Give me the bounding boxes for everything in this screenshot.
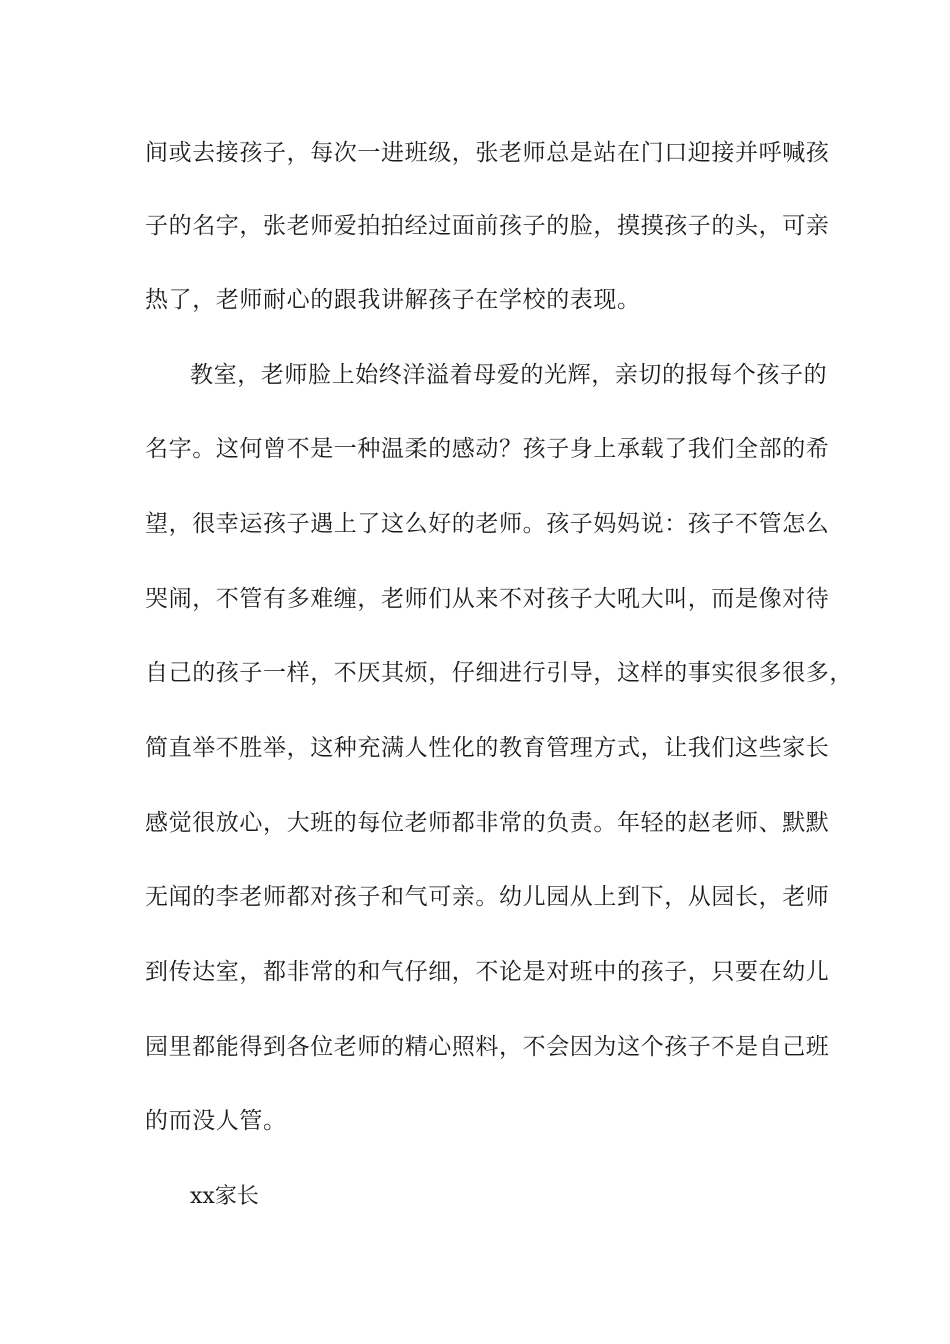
paragraph-2-line-1: 教室，老师脸上始终洋溢着母爱的光辉，亲切的报每个孩子的: [190, 362, 828, 388]
paragraph-2-line-7: 感觉很放心，大班的每位老师都非常的负责。年轻的赵老师、默默: [145, 810, 830, 836]
paragraph-2-line-9: 到传达室，都非常的和气仔细，不论是对班中的孩子，只要在幼儿: [145, 959, 830, 985]
paragraph-2-line-10: 园里都能得到各位老师的精心照料，不会因为这个孩子不是自己班: [145, 1034, 830, 1060]
paragraph-2-line-2: 名字。这何曾不是一种温柔的感动？孩子身上承载了我们全部的希: [145, 436, 830, 462]
paragraph-1-line-2: 子的名字，张老师爱拍拍经过面前孩子的脸，摸摸孩子的头，可亲: [145, 213, 830, 239]
paragraph-2-line-6: 简直举不胜举，这种充满人性化的教育管理方式，让我们这些家长: [145, 735, 830, 761]
paragraph-2-line-11: 的而没人管。: [145, 1108, 287, 1134]
paragraph-2-line-3: 望，很幸运孩子遇上了这么好的老师。孩子妈妈说：孩子不管怎么: [145, 511, 830, 537]
paragraph-2-line-5: 自己的孩子一样，不厌其烦，仔细进行引导，这样的事实很多很多，: [145, 660, 853, 686]
paragraph-2-line-8: 无闻的李老师都对孩子和气可亲。幼儿园从上到下，从园长，老师: [145, 884, 830, 910]
paragraph-2-line-4: 哭闹，不管有多难缠，老师们从来不对孩子大吼大叫，而是像对待: [145, 586, 830, 612]
signature: xx家长: [190, 1184, 259, 1209]
paragraph-1-line-1: 间或去接孩子，每次一进班级，张老师总是站在门口迎接并呼喊孩: [145, 140, 830, 166]
paragraph-1-line-3: 热了，老师耐心的跟我讲解孩子在学校的表现。: [145, 287, 641, 313]
